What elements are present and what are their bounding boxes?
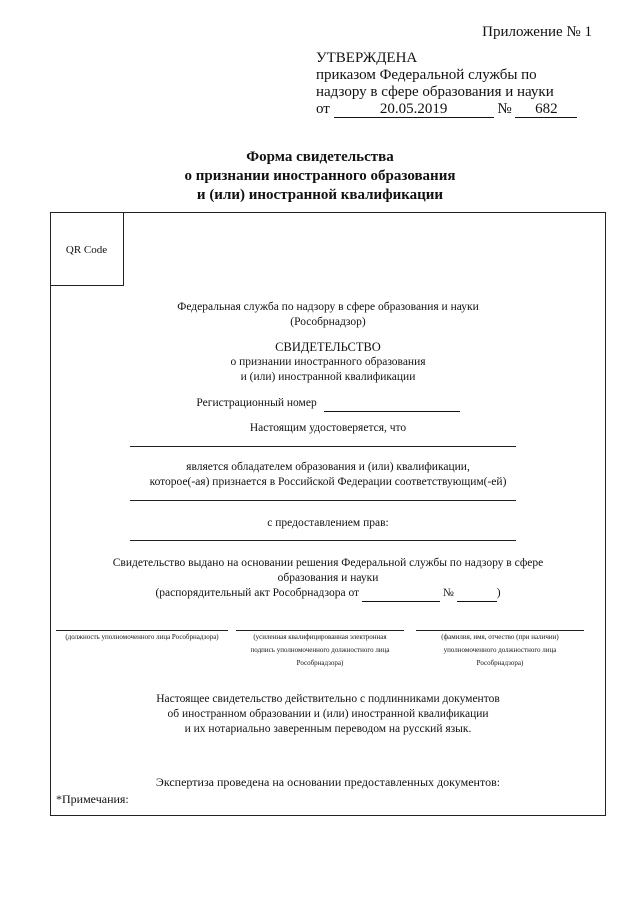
- reg-number-blank: [324, 396, 460, 412]
- sig-position-caption: (должность уполномоченного лица Рособрнадзора): [65, 633, 219, 641]
- approved-title: УТВЕРЖДЕНА: [316, 50, 418, 66]
- basis-act-date-blank: [362, 586, 440, 602]
- reg-number-label: Регистрационный номер: [196, 397, 317, 409]
- reg-number-row: [50, 396, 606, 412]
- basis-line-1: Свидетельство выдано на основании решения Федеральной службы по надзору в сфере: [112, 557, 544, 569]
- rights-text: с предоставлением прав:: [267, 517, 389, 529]
- sig-esign-caption-2: подпись уполномоченного должностного лица: [250, 646, 390, 654]
- qr-code-box: QR Code: [50, 212, 124, 286]
- basis-line-2: образования и науки: [277, 572, 379, 584]
- holder-line-2: которое(-ая) признается в Российской Федерации соответствующим(-ей): [149, 476, 507, 488]
- sig-name-caption-2: уполномоченного должностного лица: [443, 646, 557, 654]
- holder-block: [50, 460, 606, 490]
- order-date: 20.05.2019: [334, 102, 494, 118]
- approved-line-1: приказом Федеральной службы по: [316, 67, 537, 83]
- validity-line-3: и их нотариально заверенным переводом на русский язык.: [184, 723, 472, 735]
- form-title-line-3: и (или) иностранной квалификации: [196, 187, 444, 203]
- form-title: [0, 148, 640, 205]
- approval-block: [316, 50, 577, 118]
- basis-act-suffix: ): [496, 587, 501, 599]
- validity-line-1: Настоящее свидетельство действительно с подлинниками документов: [156, 693, 500, 705]
- notes-label: *Примечания:: [56, 792, 129, 806]
- sig-esign-column: [236, 630, 404, 670]
- validity-block: [50, 692, 606, 737]
- equivalence-line: [130, 500, 516, 501]
- basis-act-number-blank: [457, 586, 497, 602]
- agency-abbr: (Рособрнадзор): [290, 316, 366, 328]
- certificate-heading: [50, 340, 606, 385]
- certificate-subtitle-1: о признании иностранного образования: [230, 356, 426, 368]
- holder-name-line: [130, 446, 516, 447]
- certificate-title: СВИДЕТЕЛЬСТВО: [275, 340, 381, 354]
- expertise-text: Экспертиза проведена на основании предоставленных документов:: [155, 775, 501, 789]
- sig-name-column: [416, 630, 584, 670]
- rights-line: [130, 540, 516, 541]
- form-title-line-1: Форма свидетельства: [246, 149, 394, 165]
- approved-line-2: надзору в сфере образования и науки: [316, 84, 554, 100]
- holder-line-1: является обладателем образования и (или) квалификации,: [186, 461, 470, 473]
- basis-block: [50, 556, 606, 602]
- validity-line-2: об иностранном образовании и (или) иностранной квалификации: [167, 708, 489, 720]
- sig-name-caption-3: Рособрнадзора): [476, 659, 524, 667]
- sig-esign-caption-3: Рособрнадзора): [296, 659, 344, 667]
- sig-esign-caption-1: (усиленная квалифицированная электронная: [253, 633, 387, 641]
- order-number: 682: [515, 102, 577, 118]
- basis-act-prefix: (распорядительный акт Рособрнадзора от: [155, 587, 360, 599]
- from-prefix: от: [316, 101, 330, 117]
- number-sign: №: [497, 101, 512, 117]
- certify-text: Настоящим удостоверяется, что: [249, 422, 407, 434]
- certificate-subtitle-2: и (или) иностранной квалификации: [240, 371, 416, 383]
- agency-block: [50, 300, 606, 330]
- sig-name-caption-1: (фамилия, имя, отчество (при наличии): [441, 633, 559, 641]
- sig-position-column: [56, 630, 228, 644]
- basis-line-3: [50, 586, 606, 602]
- appendix-label: Приложение № 1: [482, 24, 592, 40]
- agency-name: Федеральная служба по надзору в сфере образования и науки: [177, 301, 479, 313]
- basis-act-num-sign: №: [442, 587, 454, 599]
- order-reference: [316, 101, 577, 118]
- form-title-line-2: о признании иностранного образования: [184, 168, 456, 184]
